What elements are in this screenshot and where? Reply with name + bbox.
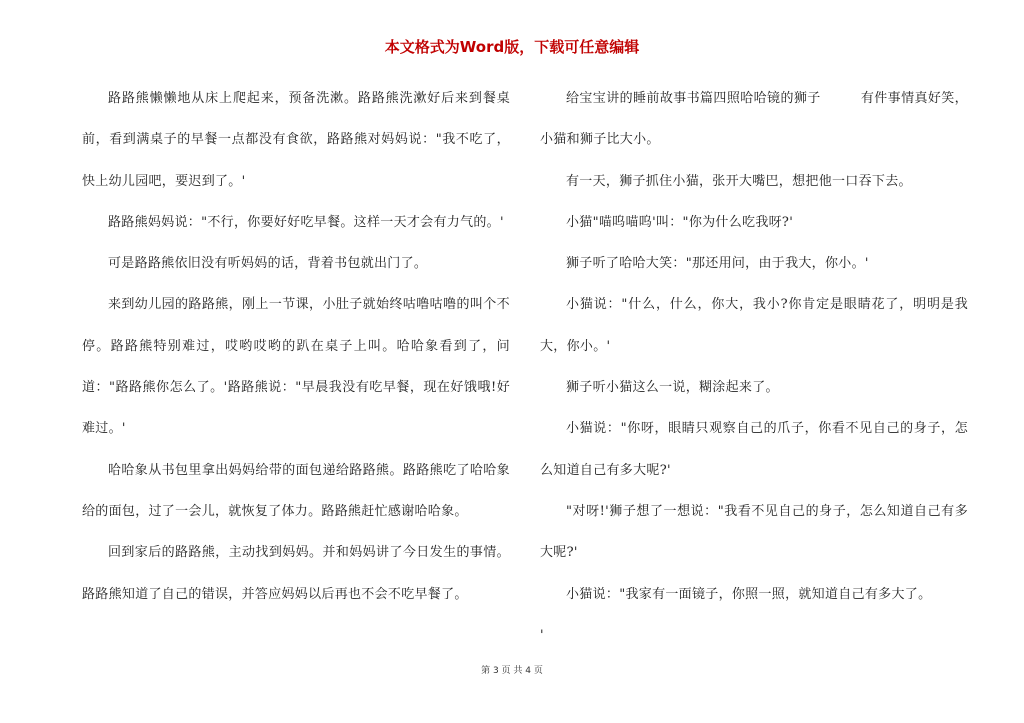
paragraph: 狮子听小猫这么一说，糊涂起来了。 xyxy=(566,380,779,396)
paragraph: 小猫"喵呜喵呜'叫："你为什么吃我呀?' xyxy=(566,214,794,230)
page-number: 第 3 页 共 4 页 xyxy=(481,666,543,676)
paragraph: 来到幼儿园的路路熊，刚上一节课，小肚子就始终咕噜咕噜的叫个不停。路路熊特别难过，哎哟哎哟的趴在桌子上叫。哈哈象看到了，问道："路路熊你怎么了。'路路熊说："早晨我没有吃早餐，现在好饿哦!好难过。' xyxy=(82,297,510,437)
paragraph: 路路熊妈妈说："不行，你要好好吃早餐。这样一天才会有力气的。' xyxy=(108,214,504,230)
paragraph: 回到家后的路路熊，主动找到妈妈。并和妈妈讲了今日发生的事情。路路熊知道了自己的错误，并答应妈妈以后再也不会不吃早餐了。 xyxy=(82,545,510,602)
left-column xyxy=(82,78,510,615)
paragraph-trailing-quote: ' xyxy=(540,627,544,643)
paragraph: 小猫说："我家有一面镜子，你照一照，就知道自己有多大了。 xyxy=(566,586,932,602)
paragraph: 路路熊懒懒地从床上爬起来，预备洗漱。路路熊洗漱好后来到餐桌前，看到满桌子的早餐一点都没有食欲，路路熊对妈妈说："我不吃了，快上幼儿园吧，要迟到了。' xyxy=(82,91,510,189)
document-header: 本文格式为Word版，下载可任意编辑 xyxy=(384,38,640,56)
paragraph: 可是路路熊依旧没有听妈妈的话，背着书包就出门了。 xyxy=(108,256,428,272)
paragraph: "对呀!'狮子想了一想说："我看不见自己的身子，怎么知道自己有多大呢?' xyxy=(540,503,968,561)
right-column xyxy=(540,78,968,656)
paragraph: 给宝宝讲的睡前故事书篇四照哈哈镜的狮子 有件事情真好笑，小猫和狮子比大小。 xyxy=(540,91,968,148)
paragraph: 哈哈象从书包里拿出妈妈给带的面包递给路路熊。路路熊吃了哈哈象给的面包，过了一会儿，就恢复了体力。路路熊赶忙感谢哈哈象。 xyxy=(82,462,510,519)
paragraph: 有一天，狮子抓住小猫，张开大嘴巴，想把他一口吞下去。 xyxy=(566,173,912,189)
paragraph: 狮子听了哈哈大笑："那还用问，由于我大，你小。' xyxy=(566,256,869,272)
paragraph: 小猫说："什么，什么，你大，我小?你肯定是眼睛花了，明明是我大，你小。' xyxy=(540,297,968,354)
paragraph: 小猫说："你呀，眼睛只观察自己的爪子，你看不见自己的身子，怎么知道自己有多大呢?' xyxy=(540,421,968,478)
